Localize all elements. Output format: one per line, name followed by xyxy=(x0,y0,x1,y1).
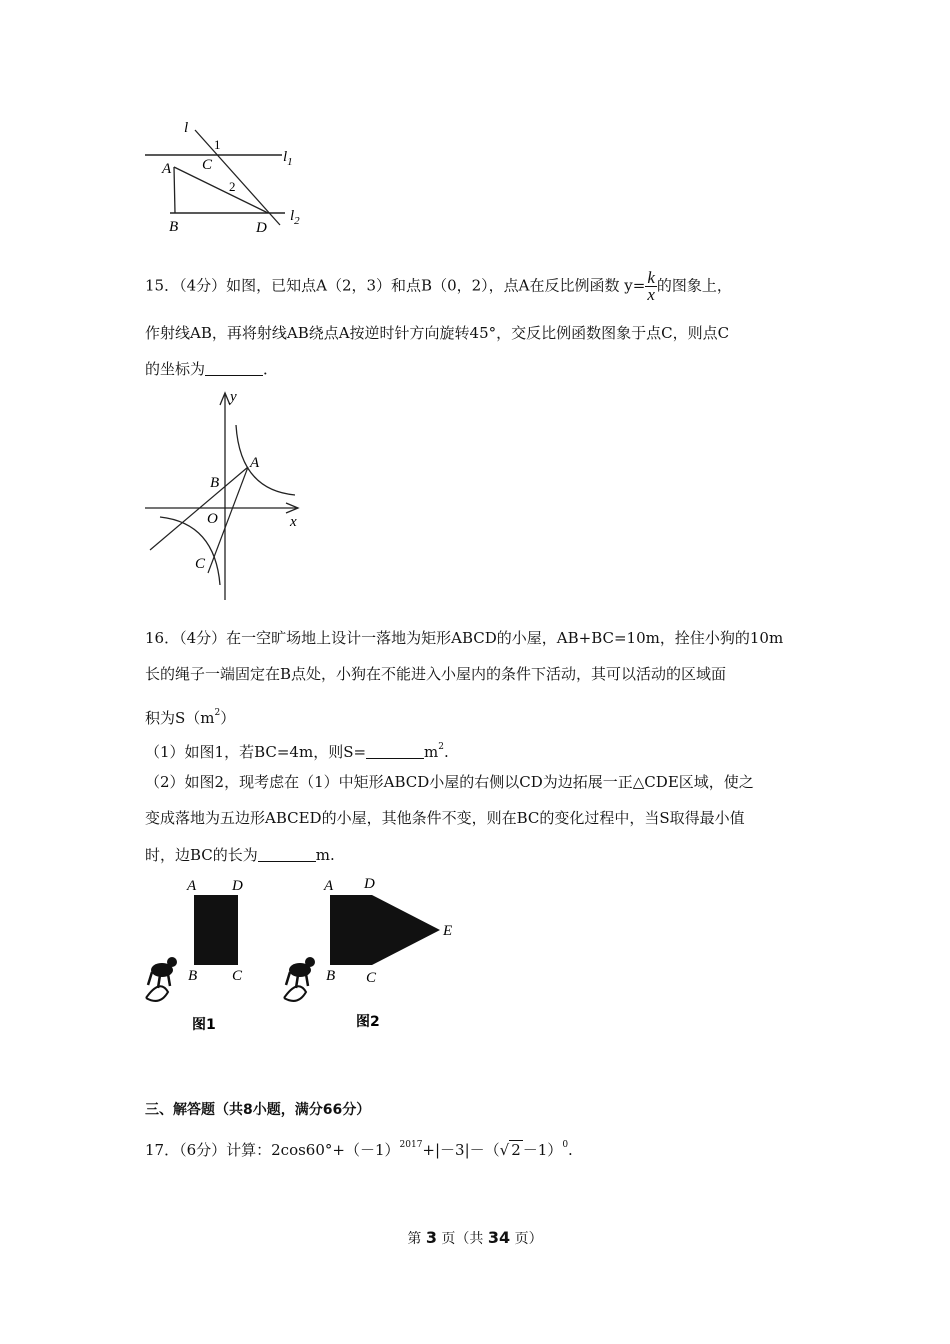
q16-part1 xyxy=(145,737,449,762)
q15-line3-suffix: ． xyxy=(263,360,279,378)
q16-part2-blank xyxy=(258,847,316,862)
q17-prefix: 17．（6分）计算：2cos60°+（－1） xyxy=(145,1141,400,1159)
fig2-label-e: E xyxy=(443,923,453,939)
page-footer xyxy=(0,1228,950,1249)
q15-frac-numerator: k xyxy=(647,268,655,287)
footer-total-pages: 34 xyxy=(487,1228,511,1247)
fig1-caption: 图1 xyxy=(192,1017,216,1033)
segment-ab xyxy=(174,167,175,213)
q16-part2-line3-suffix: m. xyxy=(315,846,335,864)
q17-sqrt-symbol: √ xyxy=(499,1141,510,1159)
segment-ad xyxy=(174,167,268,213)
fig2-label-c: C xyxy=(366,970,377,986)
fig2-label-b: B xyxy=(326,968,336,984)
footer-text-1: 第 xyxy=(407,1231,426,1247)
fig14-label-1: 1 xyxy=(214,137,221,152)
q17-mid: +|－3|－（ xyxy=(422,1141,500,1159)
q15-frac-denominator: x xyxy=(647,285,655,304)
q16-part2-line3-prefix: 时，边BC的长为 xyxy=(145,846,258,864)
q16-part1-suffix: . xyxy=(444,743,449,761)
transversal-l xyxy=(195,130,280,225)
fig14-label-a: A xyxy=(162,161,172,177)
q15-text-suffix: 的图象上， xyxy=(656,276,732,295)
footer-page-number: 3 xyxy=(425,1228,437,1247)
q16-line1: 16．（4分）在一空旷场地上设计一落地为矩形ABCD的小屋，AB+BC=10m，拴住小狗的10m xyxy=(145,629,784,647)
q15-line2: 作射线AB，再将射线AB绕点A按逆时针方向旋转45°，交反比例函数图象于点C，则点C xyxy=(145,324,730,342)
fig1-label-b: B xyxy=(188,968,198,984)
footer-text-2: 页（共 xyxy=(436,1231,488,1247)
fig15-label-b: B xyxy=(210,475,220,491)
q17-after-sqrt: －1） xyxy=(522,1141,563,1159)
figure-q15 xyxy=(140,385,315,605)
figure-q14 xyxy=(140,115,320,240)
q16-line2: 长的绳子一端固定在B点处，小狗在不能进入小屋内的条件下活动，其可以活动的区域面 xyxy=(145,665,727,683)
q16-line3-suffix: ） xyxy=(220,709,236,727)
fig14-label-2: 2 xyxy=(229,179,236,194)
fig2-caption: 图2 xyxy=(356,1014,380,1030)
fig2-label-a: A xyxy=(324,878,334,894)
fig1-label-c: C xyxy=(232,968,243,984)
q16-part1-unit: m xyxy=(424,743,439,761)
hyperbola-branch-q3 xyxy=(160,517,220,585)
q15-line3-prefix: 的坐标为 xyxy=(145,360,206,378)
fig14-label-l2: $l_2$ xyxy=(290,208,300,227)
q16-part2-line2: 变成落地为五边形ABCED的小屋，其他条件不变，则在BC的变化过程中，当S取得最小值 xyxy=(145,809,745,827)
fig15-label-x: x xyxy=(290,514,297,530)
figure-q16 xyxy=(140,870,470,1040)
q16-part1-prefix: （1）如图1，若BC=4m，则S= xyxy=(145,743,367,761)
fig14-label-l1: $l_1$ xyxy=(283,149,293,168)
fig2-label-d: D xyxy=(364,876,375,892)
q16-line3-sup: 2 xyxy=(214,708,221,718)
q17-line xyxy=(145,1135,573,1160)
q16-line3 xyxy=(145,703,235,728)
fig2-dog-icon xyxy=(284,957,315,1001)
fig14-label-c: C xyxy=(202,157,213,173)
q15-text-prefix: 15．（4分）如图，已知点A（2，3）和点B（0，2），点A在反比例函数 y= xyxy=(145,276,646,295)
fig14-label-b: B xyxy=(169,219,179,235)
fig15-label-a: A xyxy=(250,455,260,471)
footer-text-3: 页） xyxy=(510,1231,543,1247)
fig1-dog-icon xyxy=(146,957,177,1001)
q15-line3 xyxy=(145,359,278,379)
fig14-label-d: D xyxy=(256,220,267,236)
q15-line1 xyxy=(145,270,732,303)
fig14-label-l: l xyxy=(184,120,189,136)
fig1-label-d: D xyxy=(232,878,243,894)
q16-line3-prefix: 积为S（m xyxy=(145,709,215,727)
q17-exponent-zero: 0 xyxy=(562,1140,569,1150)
q17-exponent: 2017 xyxy=(399,1140,423,1150)
q16-part1-blank xyxy=(366,744,424,759)
q16-part2-line3 xyxy=(145,845,335,865)
fig15-label-o: O xyxy=(207,511,218,527)
q16-part2-line1: （2）如图2，现考虑在（1）中矩形ABCD小屋的右侧以CD为边拓展一正△CDE区域，使之 xyxy=(145,773,754,791)
fig15-label-y: y xyxy=(230,389,237,405)
section3-title: 三、解答题（共8小题，满分66分） xyxy=(145,1102,371,1118)
fig1-rectangle-house xyxy=(194,895,238,965)
q15-answer-blank xyxy=(205,361,263,376)
q17-sqrt-radicand: 2 xyxy=(511,1141,521,1159)
fig2-pentagon-house xyxy=(330,895,440,965)
q15-fraction xyxy=(645,270,657,303)
q16-part1-sup: 2 xyxy=(438,742,445,752)
q17-end: . xyxy=(568,1141,573,1159)
fig1-label-a: A xyxy=(187,878,197,894)
fig15-label-c: C xyxy=(195,556,206,572)
hyperbola-branch-q1 xyxy=(236,425,295,495)
